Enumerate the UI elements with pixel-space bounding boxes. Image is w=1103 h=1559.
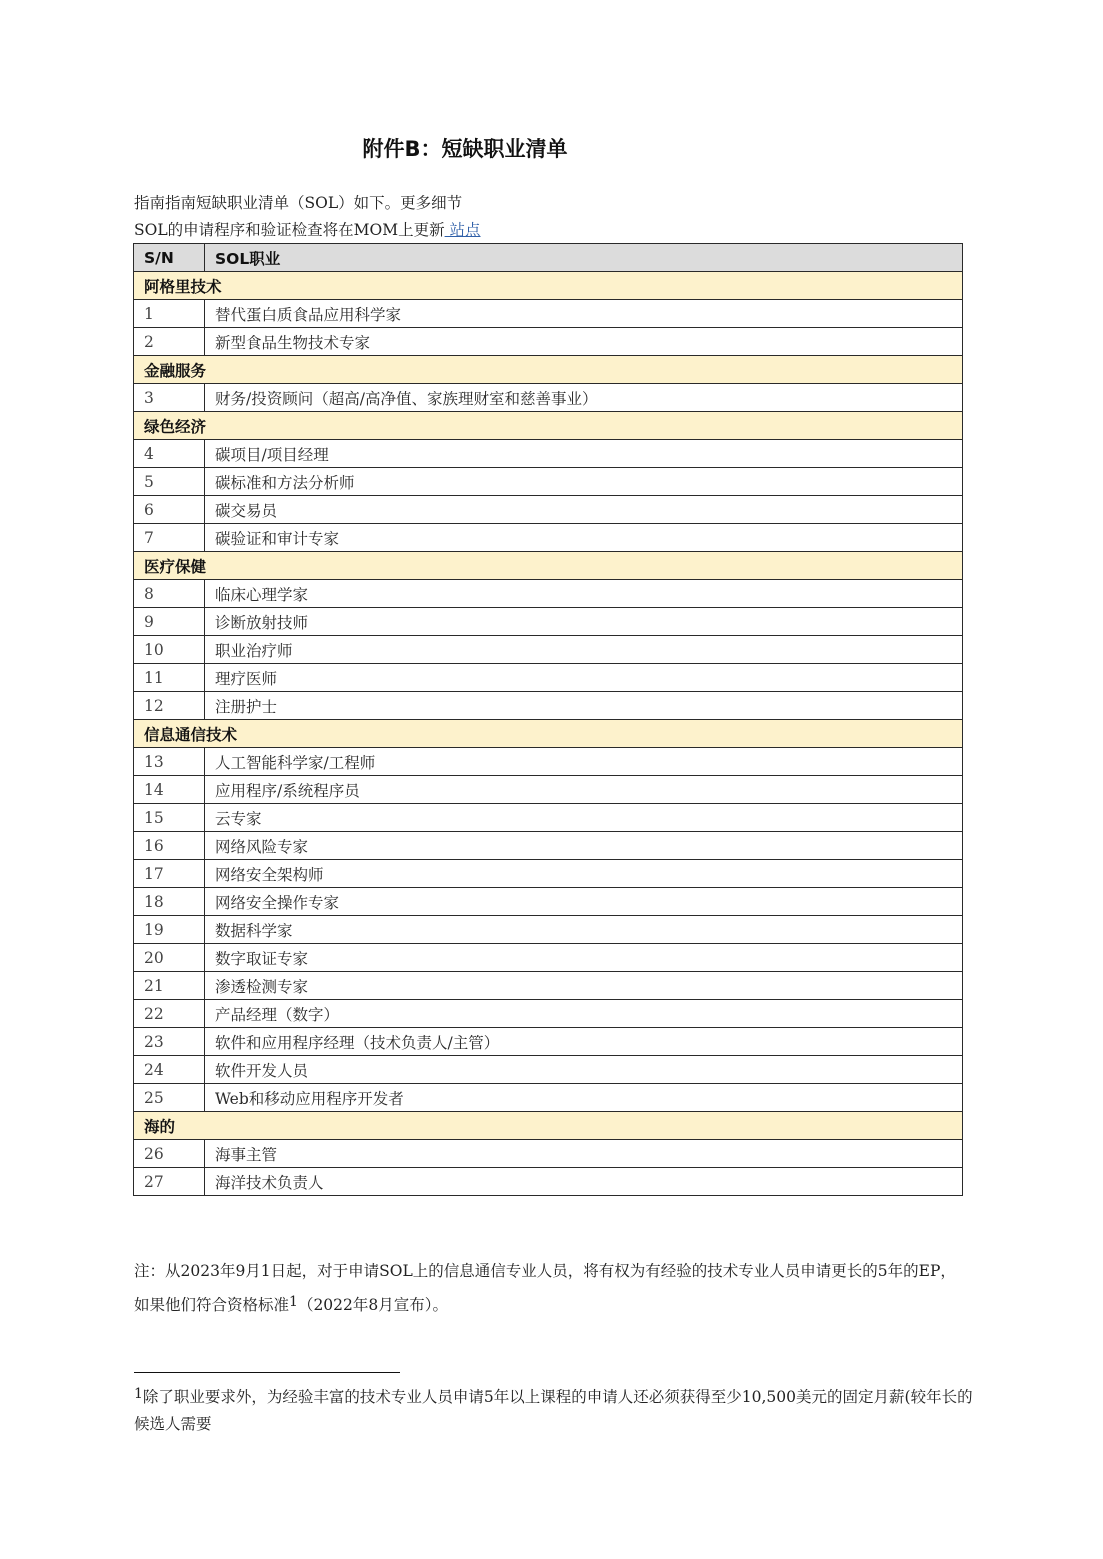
shortage-occupation-table — [133, 243, 963, 1196]
document-title: 附件B：短缺职业清单 — [362, 137, 568, 161]
table-row — [134, 944, 963, 972]
table-row — [134, 692, 963, 720]
row-occupation: 数字取证专家 — [205, 944, 963, 972]
category-row — [134, 356, 963, 384]
row-occupation: 理疗医师 — [205, 664, 963, 692]
row-occupation: 产品经理（数字） — [205, 1000, 963, 1028]
table-row — [134, 384, 963, 412]
row-occupation: 数据科学家 — [205, 916, 963, 944]
row-occupation: 替代蛋白质食品应用科学家 — [205, 300, 963, 328]
category-label: 金融服务 — [134, 356, 963, 384]
table-row — [134, 1000, 963, 1028]
table-row — [134, 1140, 963, 1168]
row-occupation: 渗透检测专家 — [205, 972, 963, 1000]
category-row — [134, 272, 963, 300]
table-row — [134, 580, 963, 608]
row-occupation: 注册护士 — [205, 692, 963, 720]
row-sn: 12 — [134, 692, 205, 720]
row-occupation: 网络风险专家 — [205, 832, 963, 860]
row-sn: 13 — [134, 748, 205, 776]
row-occupation: 应用程序/系统程序员 — [205, 776, 963, 804]
row-occupation: 软件和应用程序经理（技术负责人/主管） — [205, 1028, 963, 1056]
footnote-marker: 1 — [134, 1386, 143, 1402]
intro-line-2 — [134, 217, 481, 244]
row-sn: 9 — [134, 608, 205, 636]
row-occupation: 新型食品生物技术专家 — [205, 328, 963, 356]
table-row — [134, 440, 963, 468]
table-body — [134, 272, 963, 1196]
row-sn: 17 — [134, 860, 205, 888]
row-occupation: 职业治疗师 — [205, 636, 963, 664]
row-sn: 19 — [134, 916, 205, 944]
category-label: 医疗保健 — [134, 552, 963, 580]
row-occupation: 碳项目/项目经理 — [205, 440, 963, 468]
row-sn: 14 — [134, 776, 205, 804]
row-occupation: 碳交易员 — [205, 496, 963, 524]
table-row — [134, 300, 963, 328]
header-occupation: SOL职业 — [205, 244, 963, 272]
table-row — [134, 888, 963, 916]
row-occupation: 网络安全架构师 — [205, 860, 963, 888]
row-sn: 15 — [134, 804, 205, 832]
table-row — [134, 608, 963, 636]
row-sn: 8 — [134, 580, 205, 608]
row-sn: 16 — [134, 832, 205, 860]
footnote-reference[interactable]: 1 — [289, 1294, 298, 1310]
mom-site-link[interactable]: 站点 — [444, 221, 481, 239]
row-occupation: 财务/投资顾问（超高/高净值、家族理财室和慈善事业） — [205, 384, 963, 412]
row-sn: 18 — [134, 888, 205, 916]
row-occupation: 海事主管 — [205, 1140, 963, 1168]
row-sn: 27 — [134, 1168, 205, 1196]
category-row — [134, 720, 963, 748]
row-occupation: 云专家 — [205, 804, 963, 832]
category-label: 阿格里技术 — [134, 272, 963, 300]
table-row — [134, 1168, 963, 1196]
category-label: 信息通信技术 — [134, 720, 963, 748]
table-row — [134, 328, 963, 356]
table-row — [134, 972, 963, 1000]
table-header-row — [134, 244, 963, 272]
category-row — [134, 1112, 963, 1140]
intro-paragraph — [134, 190, 481, 244]
table-row — [134, 636, 963, 664]
row-sn: 23 — [134, 1028, 205, 1056]
row-occupation: 软件开发人员 — [205, 1056, 963, 1084]
row-sn: 24 — [134, 1056, 205, 1084]
row-sn: 22 — [134, 1000, 205, 1028]
row-occupation: 碳标准和方法分析师 — [205, 468, 963, 496]
table-row — [134, 1084, 963, 1112]
row-occupation: 人工智能科学家/工程师 — [205, 748, 963, 776]
row-sn: 2 — [134, 328, 205, 356]
intro-line-2-text: SOL的申请程序和验证检查将在MOM上更新 — [134, 221, 445, 239]
footnote-text: 除了职业要求外，为经验丰富的技术专业人员申请5年以上课程的申请人还必须获得至少10,500美元的固定月薪(较年长的候选人需要 — [134, 1388, 973, 1433]
row-sn: 10 — [134, 636, 205, 664]
category-label: 海的 — [134, 1112, 963, 1140]
table-row — [134, 916, 963, 944]
table-row — [134, 664, 963, 692]
row-sn: 6 — [134, 496, 205, 524]
row-sn: 25 — [134, 1084, 205, 1112]
note-paragraph — [134, 1256, 968, 1321]
row-sn: 20 — [134, 944, 205, 972]
row-sn: 4 — [134, 440, 205, 468]
row-occupation: Web和移动应用程序开发者 — [205, 1084, 963, 1112]
footnote-separator — [134, 1372, 400, 1373]
row-sn: 21 — [134, 972, 205, 1000]
table-row — [134, 496, 963, 524]
header-sn: S/N — [134, 244, 205, 272]
note-text: 注：从2023年9月1日起，对于申请SOL上的信息通信专业人员，将有权为有经验的技术专业人员申请更长的5年的EP，如果他们符合资格标准 — [134, 1262, 956, 1314]
row-occupation: 网络安全操作专家 — [205, 888, 963, 916]
table-row — [134, 468, 963, 496]
row-occupation: 碳验证和审计专家 — [205, 524, 963, 552]
row-occupation: 海洋技术负责人 — [205, 1168, 963, 1196]
category-label: 绿色经济 — [134, 412, 963, 440]
footnote — [134, 1381, 974, 1438]
table-row — [134, 524, 963, 552]
table-row — [134, 804, 963, 832]
row-sn: 1 — [134, 300, 205, 328]
row-sn: 26 — [134, 1140, 205, 1168]
table-row — [134, 748, 963, 776]
row-sn: 5 — [134, 468, 205, 496]
row-occupation: 诊断放射技师 — [205, 608, 963, 636]
row-sn: 11 — [134, 664, 205, 692]
table-row — [134, 860, 963, 888]
note-text-end: （2022年8月宣布）。 — [297, 1296, 448, 1314]
row-sn: 7 — [134, 524, 205, 552]
table-row — [134, 1028, 963, 1056]
table-row — [134, 832, 963, 860]
table-row — [134, 776, 963, 804]
table-row — [134, 1056, 963, 1084]
row-occupation: 临床心理学家 — [205, 580, 963, 608]
row-sn: 3 — [134, 384, 205, 412]
intro-line-1: 指南指南短缺职业清单（SOL）如下。更多细节 — [134, 194, 463, 212]
category-row — [134, 552, 963, 580]
category-row — [134, 412, 963, 440]
